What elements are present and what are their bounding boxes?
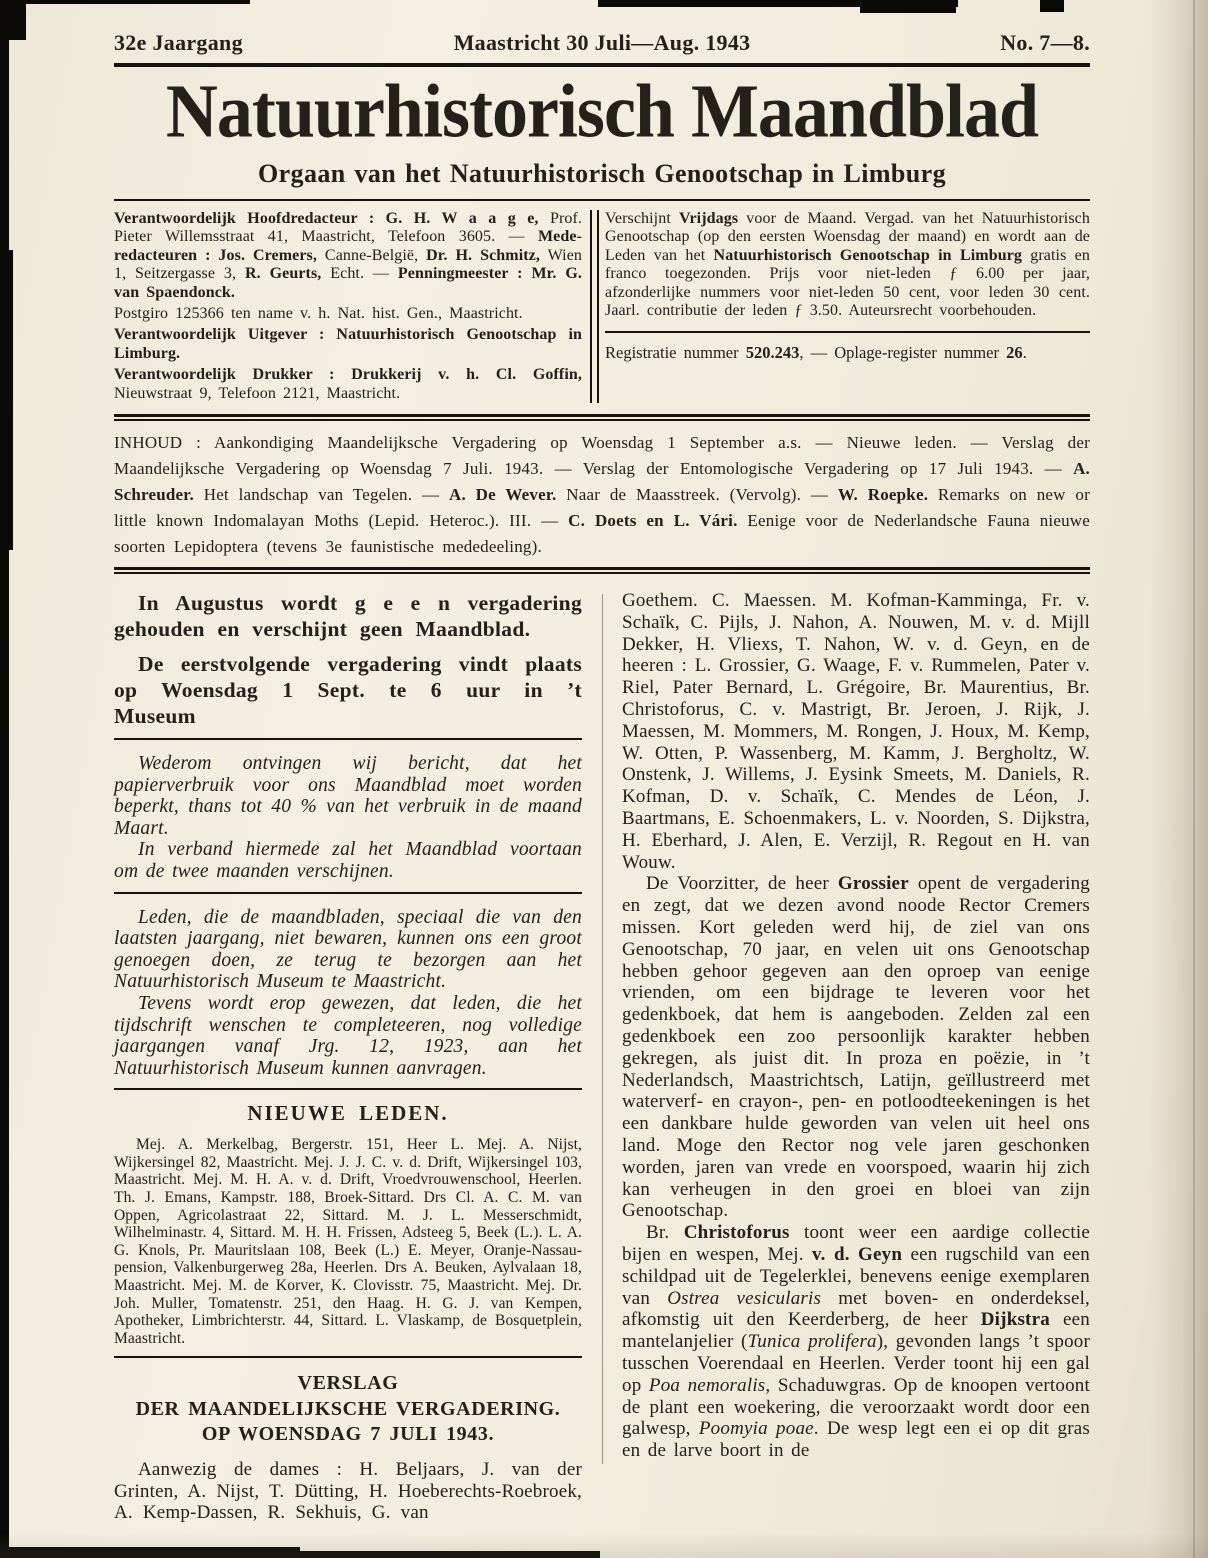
announcements: [114, 590, 582, 729]
new-members-list: [114, 1136, 582, 1347]
return-issues-notice: [114, 907, 582, 1080]
masthead-registration-rule: [605, 331, 1090, 333]
masthead-column-divider: [590, 210, 599, 403]
body-column-divider: [602, 594, 603, 1464]
masthead-editors: Verantwoordelijk Hoofdredacteur : G. H. W a a g e, Prof. Pieter Willemsstraat 41, Maastricht, Telefoon 3605. — Mede-redacteuren : Jos. Cremers, Canne-België, Dr. H. Schmitz, Wien 1, Seitzergasse 3, R. Geurts, Echt. — Penningmeester : Mr. G. van Spaendonck.: [114, 210, 583, 301]
scan-artifact-top-strip-1: [0, 0, 250, 4]
meeting-report-heading-line: DER MAANDELIJKSCHE VERGADERING.: [135, 1397, 561, 1420]
page-content: [114, 30, 1090, 1524]
scan-artifact-left-strip: [0, 0, 9, 1558]
paper-restriction-notice: [114, 753, 582, 883]
inhoud-top-rule: [114, 414, 1090, 421]
masthead-subscription-info: Verschijnt Vrijdags voor de Maand. Vergad. van het Natuurhistorisch Genootschap (op den eersten Woensdag der maand) en wordt aan de Leden van het Natuurhistorisch Genootschap in Limburg gratis en franco toegezonden. Prijs voor niet-leden ƒ 6.00 per jaar, afzonderlijke nummers voor niet-leden 50 cent, voor leden 30 cent. Jaarl. contributie der leden ƒ 3.50. Auteursrecht voorbehouden.: [605, 210, 1090, 320]
volume-label: 32e Jaargang: [114, 30, 243, 55]
attendees-paragraph: Aanwezig de dames : H. Beljaars, J. van der Grinten, A. Nijst, T. Dütting, H. Hoeberechts-Roebroek, A. Kemp-Dassen, R. Sekhuis, G. van: [114, 1458, 582, 1524]
announcement-next-meeting: De eerstvolgende vergadering vindt plaats op Woensdag 1 Sept. te 6 uur in ’t Museum: [114, 652, 582, 729]
masthead-right-column: [605, 210, 1090, 403]
attendees-continued-paragraph: Goethem. C. Maessen. M. Kofman-Kamminga, Fr. v. Schaïk, C. Pijls, J. Nahon, A. Nouwen, M. v. d. Mijll Dekker, H. Vliexs, T. Nahon, W. v. d. Geyn, en de heeren : L. Grossier, G. Waage, F. v. Rummelen, Pater v. Riel, Pater Bernard, L. Grégoire, Br. Maurentius, Br. Christoforus, C. v. Mastrigt, Br. Jeroen, J. Rijk, J. Maessen, M. Mommers, M. Rongen, J. Houx, M. Kemp, W. Otten, P. Wassenberg, M. Kamm, J. Bergholtz, W. Onstenk, J. Willems, J. Eysink Smeets, M. Daniels, R. Kofman, D. v. Schaïk, C. Mendes de Léon, J. Baartmans, E. Schoenmakers, L. v. Noorden, S. Dijkstra, H. Eberhard, J. Alen, E. Verzijl, R. Regout en H. van Wouw.: [622, 590, 1090, 873]
scan-artifact-top-blob: [860, 0, 956, 13]
header-rule: [114, 63, 1090, 67]
return-notice-paragraph: Leden, die de maandbladen, speciaal die van den laatsten jaargang, niet bewaren, kunnen ons een groot genoegen doen, ze terug te bezorgen aan het Natuurhistorisch Museum te Maastricht.: [114, 906, 582, 993]
paper-notice-paragraph: Wederom ontvingen wij bericht, dat het papierverbruik voor ons Maandblad moet worden beperkt, thans tot 40 % van het verbruik in de maand Maart.: [114, 753, 582, 839]
paper-notice-paragraph: In verband hiermede zal het Maandblad voortaan om de twee maanden verschijnen.: [114, 839, 582, 883]
masthead-registration: Registratie nummer 520.243, — Oplage-register nummer 26.: [605, 343, 1027, 363]
scan-artifact-left-bump: [0, 250, 13, 550]
table-of-contents: INHOUD : Aankondiging Maandelijksche Vergadering op Woensdag 1 September a.s. — Nieuwe leden. — Verslag der Maandelijksche Vergadering op Woensdag 7 Juli. 1943. — Verslag der Entomologische Vergadering op 17 Juli 1943. — A. Schreuder. Het landschap van Tegelen. — A. De Wever. Naar de Maasstreek. (Vervolg). — W. Roepke. Remarks on new or little known Indomalayan Moths (Lepid. Heteroc.). III. — C. Doets en L. Vári. Eenige voor de Nederlandsche Fauna nieuwe soorten Lepidoptera (tevens 3e faunistische mededeeling).: [114, 433, 1091, 557]
left-rule-3: [114, 1088, 582, 1090]
left-rule-2: [114, 892, 582, 894]
announcement-august: In Augustus wordt g e e n vergadering gehouden en verschijnt geen Maandblad.: [114, 591, 582, 642]
journal-title: Natuurhistorisch Maandblad: [165, 68, 1039, 154]
left-column: [114, 590, 582, 1524]
issue-header: [114, 30, 1090, 56]
meeting-report-heading-line: OP WOENSDAG 7 JULI 1943.: [201, 1423, 495, 1446]
masthead-left-column: [114, 210, 582, 403]
new-members-heading: NIEUWE LEDEN.: [247, 1101, 449, 1126]
inhoud-bottom-rule: [114, 567, 1090, 574]
return-notice-paragraph: Tevens wordt erop gewezen, dat leden, die het tijdschrift wenschen te completeeren, nog volledige jaargangen vanaf Jrg. 12, 1923, aan het Natuurhistorisch Museum kunnen aanvragen.: [114, 993, 582, 1079]
issue-number: No. 7—8.: [1000, 30, 1090, 55]
body-columns: [114, 590, 1090, 1524]
journal-subtitle: Orgaan van het Natuurhistorisch Genootschap in Limburg: [257, 159, 946, 188]
issue-date: Maastricht 30 Juli—Aug. 1943: [453, 30, 751, 55]
left-rule-1: [114, 738, 582, 740]
right-column: [622, 590, 1090, 1524]
subtitle-rule: [114, 199, 1090, 201]
masthead-publisher: Verantwoordelijk Uitgever : Natuurhistorisch Genootschap in Limburg.: [114, 326, 582, 362]
new-members-paragraph: Mej. A. Merkelbag, Bergerstr. 151, Heer L. Mej. A. Nijst, Wijkersingel 82, Maastricht. Mej. J. J. C. v. d. Drift, Wijkersingel 103, Maastricht. Mej. M. H. A. v. d. Drift, Vroedvrouwenschool, Heerlen. Th. J. Emans, Kampstr. 188, Broek-Sittard. Drs Cl. A. C. M. van Oppen, Agricolastraat 22, Sittard. M. J. L. Messerschmidt, Wilhelminastr. 4, Sittard. M. H. H. Frissen, Adsteeg 5, Beek (L.). L. A. G. Knols, Pr. Mauritslaan 108, Beek (L.) E. Meyer, Oranje-Nassau-pension, Valkenburgerweg 28a, Heerlen. Drs A. Beuken, Aylvalaan 18, Maastricht. Mej. M. de Korver, K. Clovisstr. 75, Maastricht. Mej. Dr. Joh. Muller, Tomatenstr. 251, den Haag. H. G. J. van Kempen, Apotheker, Limbrichterstr. 44, Sittard. L. Vlaskamp, de Bosquetplein, Maastricht.: [114, 1136, 582, 1347]
left-rule-4: [114, 1356, 582, 1358]
page-right-edge-shadow: [1150, 0, 1208, 1558]
masthead-postgiro: Postgiro 125366 ten name v. h. Nat. hist. Gen., Maastricht.: [114, 305, 523, 323]
page-right-edge-line: [1193, 0, 1195, 1558]
masthead-printer: Verantwoordelijk Drukker : Drukkerij v. h. Cl. Goffin, Nieuwstraat 9, Telefoon 2121, Maastricht.: [114, 366, 582, 402]
meeting-report-heading-line: VERSLAG: [297, 1372, 399, 1395]
scan-artifact-top-right: [1040, 0, 1064, 12]
meeting-report-heading: [114, 1371, 582, 1448]
exhibits-paragraph: Br. Christoforus toont weer een aardige collectie bijen en wespen, Mej. v. d. Geyn een rugschild van een schildpad uit de Tegelerklei, benevens eenige exemplaren van Ostrea vesicularis met boven- en onderdeksel, afkomstig uit den Keerderberg, de heer Dijkstra een mantelanjelier (Tunica prolifera), gevonden langs ’t spoor tusschen Voerendaal en Heerlen. Verder toont hij een gal op Poa nemoralis, Schaduwgras. Op de knoopen vertoont de plant een woekering, die veroorzaakt wordt door een galwesp, Poomyia poae. De wesp legt een ei op dit gras en de larve boort in de: [622, 1222, 1091, 1462]
page-bottom-edge-shadow: [0, 1532, 1208, 1558]
masthead: [114, 210, 1090, 403]
chairman-paragraph: De Voorzitter, de heer Grossier opent de vergadering en zegt, dat we dezen avond noode Rector Cremers missen. Kort geleden werd hij, de ziel van ons Genootschap, 70 jaar, en velen uit ons Genootschap hebben gehoor gegeven aan den oproep van eenige vrienden, om een bijdrage te leveren voor het gedenkboek, dat hem is aangeboden. Zelden zal een gedenkboek een zoo persoonlijk karakter hebben gekregen, als juist dit. In proza en poëzie, in ’t Nederlandsch, Maastrichtsch, Latijn, geïllustreerd met waterverf- en crayon-, pen- en potloodteekeningen is het een dankbare hulde geworden van velen uit heel ons land. Moge den Rector nog vele jaren geschonken worden, jaren van vrede en voorspoed, waarin hij zich kan verheugen in den groei en bloei van zijn Genootschap.: [622, 873, 1091, 1222]
